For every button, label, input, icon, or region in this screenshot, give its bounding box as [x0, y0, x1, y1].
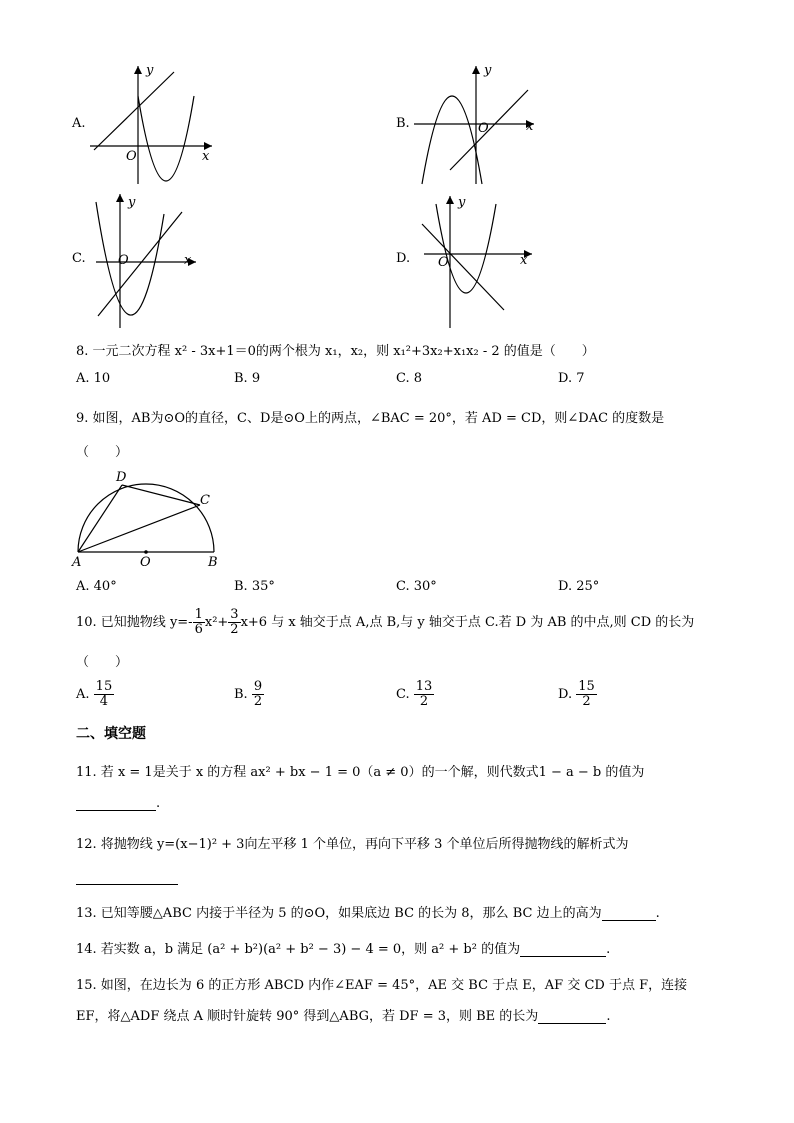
q10-frac2	[228, 608, 240, 636]
q9-paren: （ ）	[76, 445, 129, 460]
q15-end: .	[606, 1009, 611, 1024]
q11-blank[interactable]	[76, 794, 156, 811]
q10-text	[76, 606, 694, 640]
graph-c-parabola	[96, 202, 164, 315]
q11-answer-line[interactable]	[76, 794, 160, 812]
q13-text: 13. 已知等腰△ABC 内接于半径为 5 的⊙O，如果底边 BC 的长为 8，那么 BC 边上的高为	[76, 906, 602, 921]
chord-ad	[78, 485, 122, 552]
point-a-label: A	[72, 555, 82, 570]
point-d-label: D	[116, 470, 127, 485]
graph-d-line	[422, 224, 504, 310]
y-label: y	[146, 63, 154, 78]
q14-line	[76, 938, 610, 957]
graph-b-line	[450, 90, 528, 170]
semicircle	[78, 484, 214, 552]
q15-line1: 15. 如图，在边长为 6 的正方形 ABCD 内作∠EAF = 45°，AE 交 BC 于点 E，AF 交 CD 于点 F，连接	[76, 978, 688, 993]
q10-frac1-num: 1	[194, 607, 203, 623]
section-title: 二、填空题	[76, 726, 146, 742]
q10-option-c-letter: C.	[396, 687, 410, 702]
chord-dc	[122, 485, 200, 505]
q10-option-d[interactable]	[558, 678, 597, 712]
q14-text: 14. 若实数 a，b 满足 (a² + b²)(a² + b² − 3) − 4 = 0，则 a² + b² 的值为	[76, 942, 521, 957]
point-c-label: C	[200, 493, 210, 508]
q10-option-a-letter: A.	[76, 687, 90, 702]
q13-end: .	[655, 906, 660, 921]
q14-blank[interactable]	[520, 942, 606, 957]
y-axis-arrow-icon	[116, 194, 124, 202]
y-axis-arrow-icon	[472, 66, 480, 74]
q10-frac1-den: 6	[194, 622, 203, 637]
graph-d	[414, 192, 544, 332]
graph-c	[90, 192, 220, 332]
q10-option-a-frac: $\frac{15}{4}$	[95, 679, 113, 709]
q11-text: 11. 若 x = 1是关于 x 的方程 ax² + bx − 1 = 0（a ≠ 0）的一个解，则代数式1 − a − b 的值为	[76, 765, 645, 780]
center-dot	[144, 550, 148, 554]
q10-mid: x²+	[204, 615, 229, 630]
graph-a-line	[94, 72, 174, 150]
q9-option-d[interactable]: D. 25°	[558, 579, 600, 594]
q12-text: 12. 将抛物线 y=(x−1)² + 3向左平移 1 个单位，再向下平移 3 个单位后所得抛物线的解析式为	[76, 837, 629, 852]
q10-frac1	[193, 608, 205, 636]
graph-a	[90, 60, 220, 190]
point-o-label: O	[140, 555, 151, 570]
y-label: y	[484, 63, 492, 78]
q13-blank[interactable]	[602, 906, 656, 921]
origin-label: O	[126, 149, 137, 164]
q10-option-b[interactable]	[234, 678, 264, 712]
q12-blank[interactable]	[76, 868, 178, 885]
q10-option-c-frac: $\frac{13}{2}$	[415, 679, 433, 709]
q15-blank[interactable]	[538, 1009, 606, 1024]
option-a-label[interactable]: A.	[72, 116, 86, 131]
q10-option-c[interactable]	[396, 678, 434, 712]
origin-label: O	[478, 121, 489, 136]
q10-option-b-frac: $\frac{9}{2}$	[253, 679, 263, 709]
q11-end: .	[156, 796, 161, 811]
graph-c-line	[98, 212, 182, 316]
q8-option-b[interactable]: B. 9	[234, 371, 261, 386]
q10-option-a[interactable]	[76, 678, 114, 712]
origin-label: O	[118, 253, 129, 268]
graph-a-parabola	[138, 96, 194, 181]
x-label: x	[184, 253, 192, 268]
q15-text: EF，将△ADF 绕点 A 顺时针旋转 90° 得到△ABG，若 DF = 3，则 BE 的长为	[76, 1009, 539, 1024]
x-label: x	[520, 253, 528, 268]
q10-option-b-letter: B.	[234, 687, 248, 702]
q8-option-a[interactable]: A. 10	[76, 371, 111, 386]
x-label: x	[202, 149, 210, 164]
q9-option-b[interactable]: B. 35°	[234, 579, 275, 594]
y-axis-arrow-icon	[446, 196, 454, 204]
y-label: y	[458, 195, 466, 210]
q10-paren: （ ）	[76, 655, 129, 670]
q8-option-c[interactable]: C. 8	[396, 371, 423, 386]
graph-b-parabola	[422, 96, 482, 184]
q14-end: .	[606, 942, 611, 957]
q10-option-d-frac: $\frac{15}{2}$	[578, 679, 595, 709]
q12-answer-line[interactable]	[76, 868, 178, 886]
q9-text: 9. 如图，AB为⊙O的直径，C、D是⊙O上的两点，∠BAC = 20°，若 AD = CD，则∠DAC 的度数是	[76, 411, 665, 426]
origin-label: O	[438, 255, 449, 270]
q15-line2	[76, 1005, 610, 1024]
q13-line	[76, 902, 660, 921]
option-b-label[interactable]: B.	[396, 116, 410, 131]
q9-figure	[70, 466, 230, 568]
option-c-label[interactable]: C.	[72, 251, 86, 266]
y-axis-arrow-icon	[134, 66, 142, 74]
q10-option-d-letter: D.	[558, 687, 573, 702]
option-d-label[interactable]: D.	[396, 251, 411, 266]
y-label: y	[128, 195, 136, 210]
graph-b	[414, 60, 544, 190]
q10-frac2-den: 2	[230, 622, 239, 637]
chord-ac	[78, 505, 200, 552]
q8-text: 8. 一元二次方程 x² - 3x+1＝0的两个根为 x₁，x₂，则 x₁²+3x₂+x₁x₂ - 2 的值是（ ）	[76, 344, 595, 359]
point-b-label: B	[208, 555, 218, 570]
q10-prefix: 10. 已知抛物线 y=-	[76, 615, 193, 630]
q9-option-a[interactable]: A. 40°	[76, 579, 117, 594]
q10-suffix: x+6 与 x 轴交于点 A,点 B,与 y 轴交于点 C.若 D 为 AB 的中点,则 CD 的长为	[240, 615, 695, 630]
q10-frac2-num: 3	[230, 607, 239, 623]
q9-option-c[interactable]: C. 30°	[396, 579, 437, 594]
q8-option-d[interactable]: D. 7	[558, 371, 585, 386]
x-label: x	[526, 119, 534, 134]
